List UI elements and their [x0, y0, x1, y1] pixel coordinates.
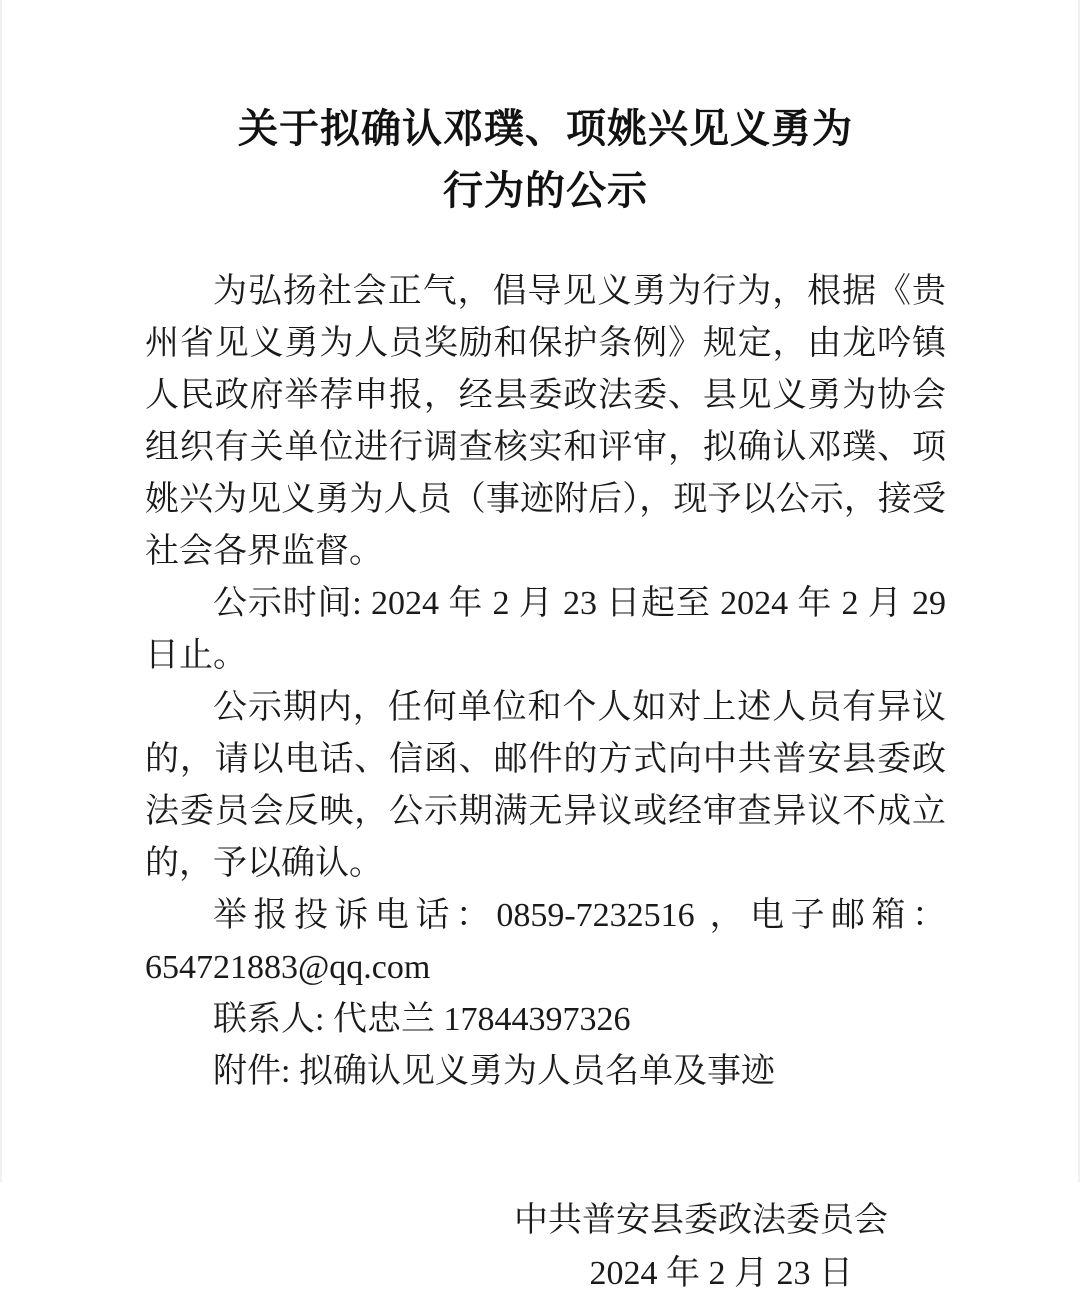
issue-date: 2024 年 2 月 23 日	[589, 1255, 853, 1292]
paragraph-publicity-period: 公示时间: 2024 年 2 月 23 日起至 2024 年 2 月 29 日止。	[145, 585, 946, 674]
paragraph-objection-channels: 公示期内，任何单位和个人如对上述人员有异议的，请以电话、信函、邮件的方式向中共普安县委政法委员会反映，公示期满无异议或经审查异议不成立的，予以确认。	[145, 689, 946, 882]
announcement-document	[2, 0, 1078, 1292]
paragraph-attachment: 附件: 拟确认见义勇为人员名单及事迹	[213, 1053, 775, 1090]
signature-block	[145, 1194, 946, 1300]
issuing-organization: 中共普安县委政法委员会	[514, 1202, 888, 1239]
document-title-line1: 关于拟确认邓璞、项姚兴见义勇为	[238, 106, 853, 151]
paragraph-contact-phone-email: 举报投诉电话：0859-7232516 ，电子邮箱：654721883@qq.com	[145, 897, 946, 986]
paragraph-intro: 为弘扬社会正气，倡导见义勇为行为，根据《贵州省见义勇为人员奖励和保护条例》规定，由龙吟镇人民政府举荐申报，经县委政法委、县见义勇为协会组织有关单位进行调查核实和评审，拟确认邓璞、项姚兴为见义勇为人员（事迹附后），现予以公示，接受社会各界监督。	[145, 273, 946, 570]
document-title	[145, 98, 946, 222]
document-body	[145, 266, 946, 1098]
document-title-line2: 行为的公示	[443, 168, 648, 213]
paragraph-contact-person: 联系人: 代忠兰 17844397326	[213, 1001, 631, 1038]
